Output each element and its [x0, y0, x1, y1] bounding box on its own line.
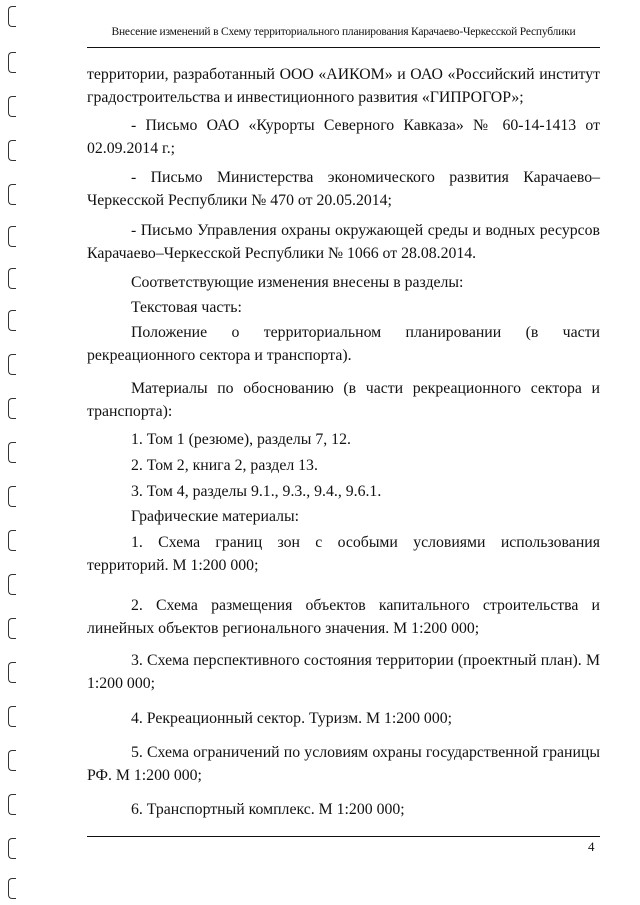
header-rule: [87, 47, 600, 48]
binding-hole: [8, 96, 16, 117]
binding-hole: [8, 310, 16, 331]
paragraph-provision: Положение о территориальном планировании (в части рекреационного сектора и транспорта).: [87, 324, 600, 364]
binding-hole: [8, 6, 16, 27]
binding-hole: [8, 662, 16, 683]
list-item-volume-2: 2. Том 2, книга 2, раздел 13.: [131, 457, 318, 474]
paragraph-continuation: территории, разработанный ООО «АИКОМ» и ОАО «Российский институт градостроительства и инвестиционного развития «ГИПРОГОР»;: [87, 66, 600, 106]
binding-hole: [8, 618, 16, 639]
binding-hole: [8, 398, 16, 419]
binding-hole: [8, 750, 16, 771]
list-item-volume-4: 3. Том 4, разделы 9.1., 9.3., 9.4., 9.6.1.: [131, 483, 382, 500]
binding-hole: [8, 486, 16, 507]
binding-hole: [8, 354, 16, 375]
binding-hole: [8, 706, 16, 727]
binding-hole: [8, 52, 16, 73]
paragraph-justification: Материалы по обоснованию (в части рекреационного сектора и транспорта):: [87, 380, 600, 420]
binding-hole: [8, 794, 16, 815]
paragraph-changes-intro: Соответствующие изменения внесены в разделы:: [131, 274, 464, 291]
binding-hole: [8, 878, 16, 899]
paragraph-letter-environment: - Письмо Управления охраны окружающей среды и водных ресурсов Карачаево–Черкесской Республики № 1066 от 28.08.2014.: [87, 222, 600, 262]
paragraph-letter-ministry: - Письмо Министерства экономического развития Карачаево–Черкесской Республики № 470 от 20.05.2014;: [87, 169, 600, 209]
binding-hole: [8, 574, 16, 595]
list-item-map-1: 1. Схема границ зон с особыми условиями использования территорий. М 1:200 000;: [87, 534, 600, 574]
binding-hole: [8, 530, 16, 551]
footer-rule: [87, 836, 600, 837]
binding-holes: [0, 0, 24, 905]
binding-hole: [8, 268, 16, 289]
page-header: Внесение изменений в Схему территориального планирования Карачаево-Черкесской Республики: [111, 26, 576, 38]
binding-hole: [8, 442, 16, 463]
list-item-map-4: 4. Рекреационный сектор. Туризм. М 1:200 000;: [131, 710, 453, 727]
page-number: 4: [588, 839, 595, 854]
paragraph-letter-kurorty: - Письмо ОАО «Курорты Северного Кавказа» № 60-14-1413 от 02.09.2014 г.;: [87, 117, 600, 157]
paragraph-graphic-materials: Графические материалы:: [131, 508, 299, 525]
binding-hole: [8, 140, 16, 161]
paragraph-text-part: Текстовая часть:: [131, 299, 242, 316]
list-item-volume-1: 1. Том 1 (резюме), разделы 7, 12.: [131, 431, 351, 448]
list-item-map-6: 6. Транспортный комплекс. М 1:200 000;: [131, 801, 405, 818]
list-item-map-3: 3. Схема перспективного состояния территории (проектный план). М 1:200 000;: [87, 652, 600, 692]
binding-hole: [8, 226, 16, 247]
list-item-map-5: 5. Схема ограничений по условиям охраны государственной границы РФ. М 1:200 000;: [87, 744, 600, 784]
binding-hole: [8, 184, 16, 205]
list-item-map-2: 2. Схема размещения объектов капитального строительства и линейных объектов регионального значения. М 1:200 000;: [87, 597, 600, 637]
binding-hole: [8, 838, 16, 859]
